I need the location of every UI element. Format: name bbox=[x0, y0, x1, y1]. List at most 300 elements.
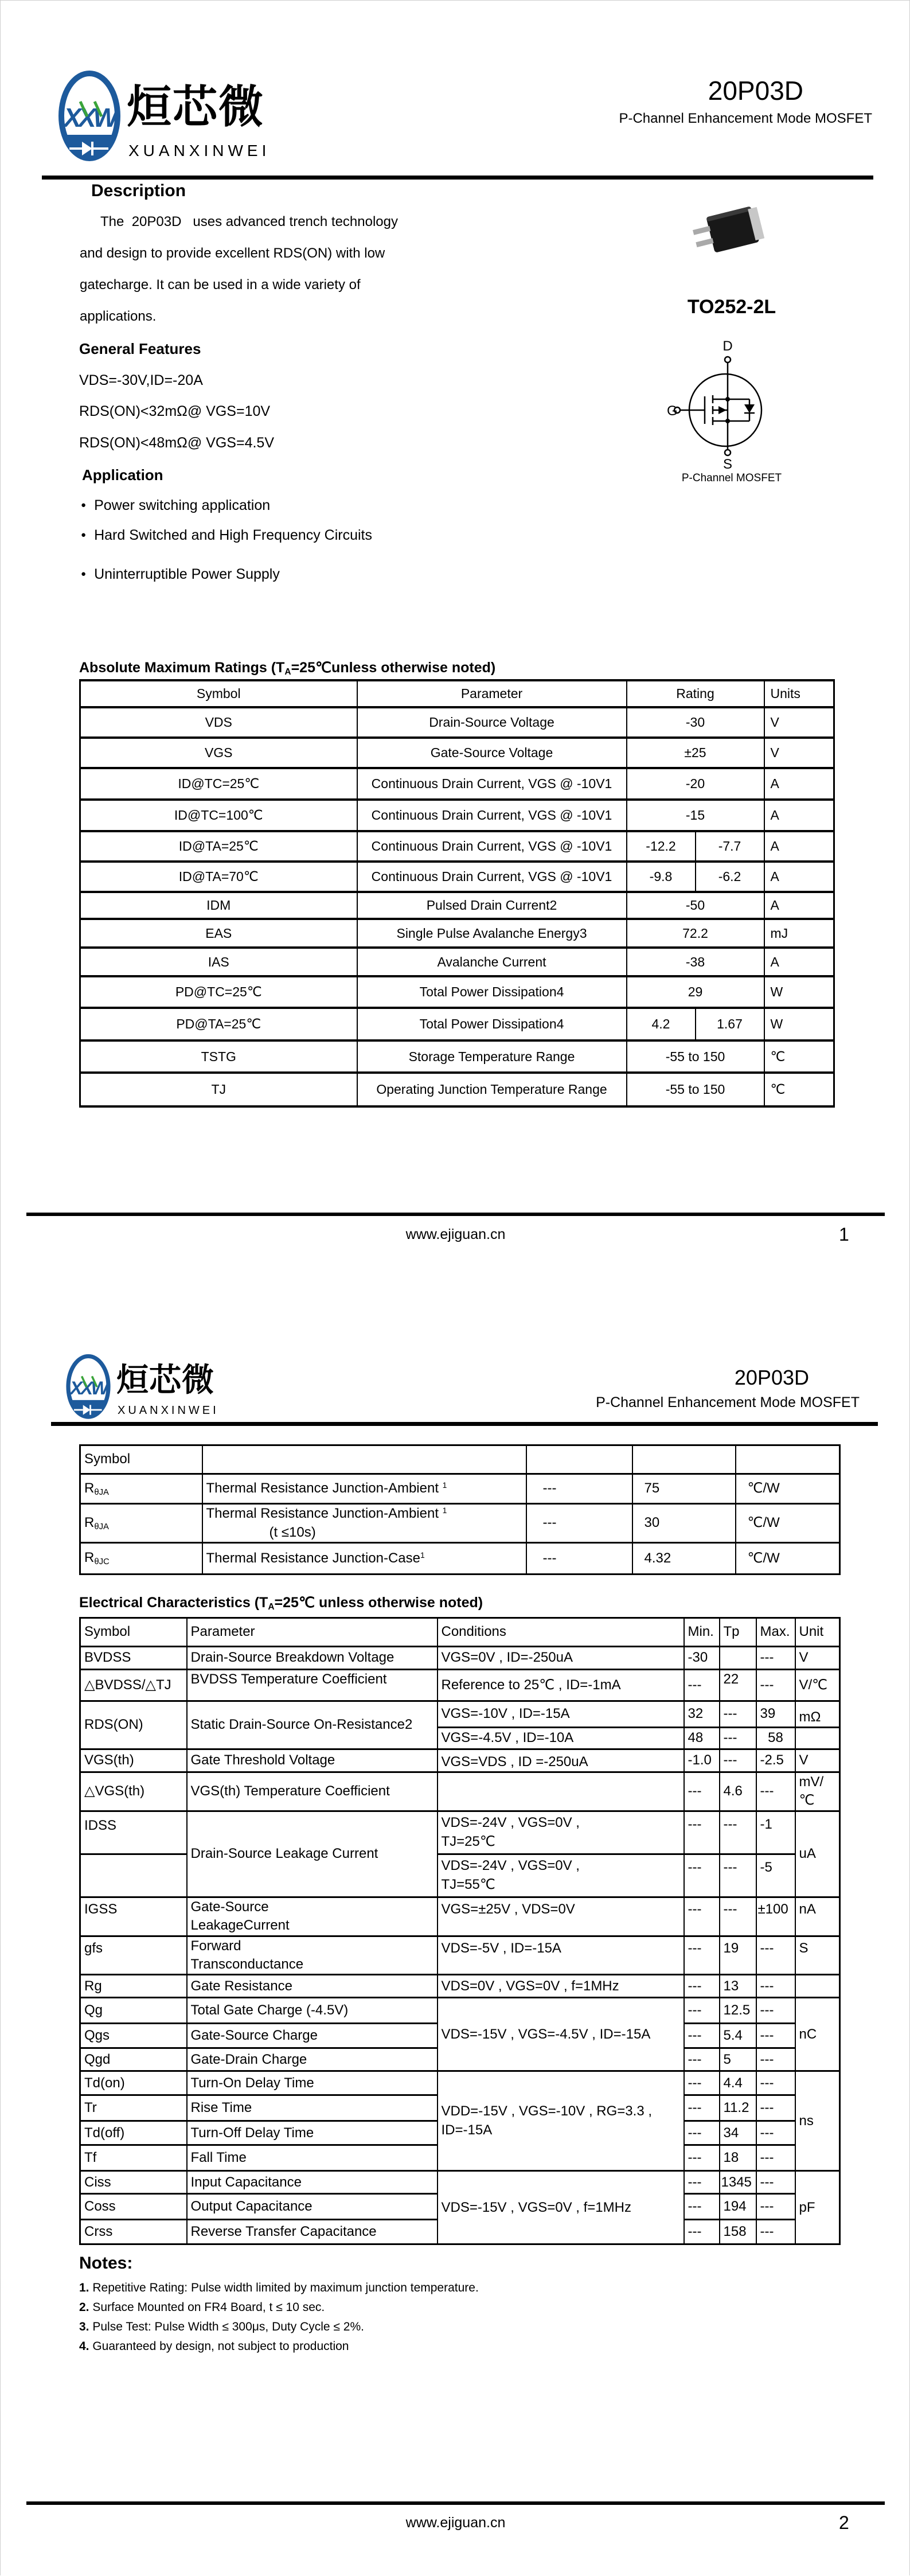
cell-max: --- bbox=[756, 1670, 795, 1701]
cell-tp: 1345 bbox=[720, 2171, 756, 2194]
cell-max: --- bbox=[756, 1647, 795, 1670]
cell-unit: nC bbox=[795, 1998, 840, 2071]
subscript: θJA bbox=[94, 1487, 109, 1497]
cell-tp: 158 bbox=[720, 2220, 756, 2244]
cell-units: A bbox=[764, 768, 834, 800]
col-header-empty bbox=[632, 1445, 736, 1474]
cell-conditions: VGS=-4.5V , ID=-10A bbox=[438, 1728, 684, 1749]
cell-parameter: Thermal Resistance Junction-Case$^1$ bbox=[202, 1543, 526, 1575]
abs-max-title: Absolute Maximum Ratings ($T_A=25℃unless$ otherwise noted) bbox=[79, 660, 496, 677]
subscript: A bbox=[268, 1602, 275, 1612]
cell-parameter: Rise Time bbox=[187, 2095, 438, 2121]
col-header-empty bbox=[526, 1445, 632, 1474]
table-row bbox=[80, 1474, 840, 1504]
description-title: Description bbox=[91, 181, 186, 200]
cell-symbol bbox=[80, 1854, 187, 1897]
cell-min: --- bbox=[684, 2071, 720, 2095]
cell-unit: V bbox=[795, 1647, 840, 1670]
cell-value: 4.32 bbox=[632, 1543, 736, 1575]
note-ref: 1 bbox=[442, 1506, 447, 1515]
cell-tp: 5 bbox=[720, 2048, 756, 2071]
cell-tp: --- bbox=[720, 1811, 756, 1854]
cell-min: --- bbox=[684, 2220, 720, 2244]
table-row bbox=[80, 1998, 840, 2024]
note-text: Pulse Test: Pulse Width ≤ 300μs, Duty Cycle ≤ 2%. bbox=[89, 2320, 364, 2333]
bullet-icon: ● bbox=[81, 530, 87, 540]
cell-min: --- bbox=[684, 1975, 720, 1998]
cell-symbol: $R_{\theta JC}$ bbox=[80, 1543, 202, 1575]
cell-units: W bbox=[764, 1008, 834, 1040]
col-header-rating: Rating bbox=[627, 680, 764, 707]
cell-parameter: Total Gate Charge (-4.5V) bbox=[187, 1998, 438, 2024]
cell-unit bbox=[795, 1975, 840, 1998]
cell-max: --- bbox=[756, 2071, 795, 2095]
doc-subtitle: P-Channel Enhancement Mode MOSFET bbox=[596, 1394, 860, 1410]
table-row bbox=[80, 1975, 840, 1998]
cell-max: --- bbox=[756, 2220, 795, 2244]
feature-item: VDS=-30V,ID=-20A bbox=[79, 372, 203, 388]
note-number: 2. bbox=[79, 2301, 89, 2314]
cell-symbol: Td(off) bbox=[80, 2121, 187, 2145]
cell-rating: -20 bbox=[627, 768, 764, 800]
table-row bbox=[80, 1897, 840, 1936]
cell-max: --- bbox=[756, 1772, 795, 1811]
cell-min: --- bbox=[526, 1543, 632, 1575]
cell-max: -1 bbox=[756, 1811, 795, 1854]
cell-symbol: ID@TA=25℃ bbox=[80, 831, 357, 862]
col-header-parameter: Parameter bbox=[357, 680, 627, 707]
cell-tp bbox=[720, 1647, 756, 1670]
cell-symbol: BVDSS bbox=[80, 1647, 187, 1670]
page-number: 1 bbox=[839, 1224, 849, 1245]
table-row bbox=[80, 2171, 840, 2194]
cell-symbol: IGSS bbox=[80, 1897, 187, 1936]
cell-symbol: Crss bbox=[80, 2220, 187, 2244]
table-row bbox=[80, 1073, 834, 1106]
cell-conditions: Reference to 25℃ , ID=-1mA bbox=[438, 1670, 684, 1701]
cell-symbol: PD@TA=25℃ bbox=[80, 1008, 357, 1040]
general-features-title: General Features bbox=[79, 340, 201, 357]
cell-max: -2.5 bbox=[756, 1749, 795, 1772]
application-item bbox=[81, 527, 372, 544]
cell-units: V bbox=[764, 738, 834, 768]
cell-parameter: Single Pulse Avalanche Energy3 bbox=[357, 919, 627, 948]
col-header-symbol: Symbol bbox=[80, 680, 357, 707]
cell-tp: 5.4 bbox=[720, 2024, 756, 2048]
cell-symbol: Qgs bbox=[80, 2024, 187, 2048]
cell-rating: -9.8 bbox=[627, 862, 696, 892]
cell-min: --- bbox=[684, 1897, 720, 1936]
cell-unit: mΩ bbox=[795, 1701, 840, 1728]
table-row bbox=[80, 1008, 834, 1040]
cell-symbol: IAS bbox=[80, 948, 357, 976]
cell-tp: 18 bbox=[720, 2145, 756, 2171]
cell-min: --- bbox=[526, 1474, 632, 1504]
subscript: θJA bbox=[94, 1522, 109, 1531]
table-row bbox=[80, 1543, 840, 1575]
cell-symbol: VGS bbox=[80, 738, 357, 768]
cell-units: ℃ bbox=[764, 1040, 834, 1073]
logo-mark-icon bbox=[57, 68, 122, 165]
cell-tp: 11.2 bbox=[720, 2095, 756, 2121]
cell-symbol: Qgd bbox=[80, 2048, 187, 2071]
cell-symbol: EAS bbox=[80, 919, 357, 948]
abs-max-table bbox=[79, 679, 835, 1108]
cell-symbol: $R_{\theta JA}$ bbox=[80, 1474, 202, 1504]
cell-parameter: Gate-Source Voltage bbox=[357, 738, 627, 768]
cell-max: 39 bbox=[756, 1701, 795, 1728]
cell-min: --- bbox=[684, 1811, 720, 1854]
cell-max: --- bbox=[756, 2145, 795, 2171]
cell-parameter: Gate-Source LeakageCurrent bbox=[187, 1897, 438, 1936]
cell-conditions: VGS=0V , ID=-250uA bbox=[438, 1647, 684, 1670]
elec-table bbox=[79, 1617, 841, 2245]
table-row bbox=[80, 1040, 834, 1073]
page-2 bbox=[1, 1288, 910, 2576]
table-row bbox=[80, 800, 834, 831]
cell-unit: ℃/W bbox=[736, 1504, 840, 1543]
note-number: 3. bbox=[79, 2320, 89, 2333]
header-rule bbox=[51, 1422, 878, 1426]
package-label: TO252-2L bbox=[687, 296, 776, 318]
cell-symbol: TJ bbox=[80, 1073, 357, 1106]
cell-tp: 19 bbox=[720, 1936, 756, 1975]
cell-rating2: -7.7 bbox=[696, 831, 764, 862]
cell-parameter-line2: (t ≤10s) bbox=[269, 1524, 316, 1540]
application-item bbox=[81, 566, 280, 583]
cell-symbol: ID@TA=70℃ bbox=[80, 862, 357, 892]
cell-rating: 29 bbox=[627, 976, 764, 1008]
cell-units: ℃ bbox=[764, 1073, 834, 1106]
cell-conditions: VDD=-15V , VGS=-10V , RG=3.3 , ID=-15A bbox=[438, 2071, 684, 2171]
cell-parameter: Continuous Drain Current, VGS @ -10V1 bbox=[357, 862, 627, 892]
footer-rule bbox=[26, 2501, 885, 2505]
cell-conditions: VDS=0V , VGS=0V , f=1MHz bbox=[438, 1975, 684, 1998]
cell-min: --- bbox=[684, 1670, 720, 1701]
table-row bbox=[80, 738, 834, 768]
table-row bbox=[80, 976, 834, 1008]
table-header-row bbox=[80, 1445, 840, 1474]
cell-tp: 4.6 bbox=[720, 1772, 756, 1811]
cell-min: 32 bbox=[684, 1701, 720, 1728]
table-row bbox=[80, 768, 834, 800]
cell-parameter: Thermal Resistance Junction-Ambient $^1$ (t ≤10s) bbox=[202, 1504, 526, 1543]
cell-units: mJ bbox=[764, 919, 834, 948]
cell-units: A bbox=[764, 948, 834, 976]
table-row bbox=[80, 919, 834, 948]
cell-symbol: Tf bbox=[80, 2145, 187, 2171]
cell-conditions: VDS=-24V , VGS=0V , TJ=25℃ bbox=[438, 1811, 684, 1854]
cell-min: --- bbox=[684, 2145, 720, 2171]
note-ref: 1 bbox=[442, 1480, 447, 1490]
cell-max: --- bbox=[756, 2024, 795, 2048]
cell-max: --- bbox=[756, 2171, 795, 2194]
pin-label-drain: D bbox=[722, 340, 733, 354]
cell-parameter: Thermal Resistance Junction-Ambient $^1$ bbox=[202, 1474, 526, 1504]
note-text: Repetitive Rating: Pulse width limited by maximum junction temperature. bbox=[89, 2281, 479, 2294]
company-name-en: XUANXINWEI bbox=[118, 1404, 219, 1417]
col-header-conditions: Conditions bbox=[438, 1618, 684, 1647]
feature-item: RDS(ON)<32mΩ@ VGS=10V bbox=[79, 403, 271, 419]
cell-value: 75 bbox=[632, 1474, 736, 1504]
cell-units: A bbox=[764, 800, 834, 831]
cell-max: --- bbox=[756, 1936, 795, 1975]
table-row bbox=[80, 1504, 840, 1543]
cell-symbol: △BVDSS/△TJ bbox=[80, 1670, 187, 1701]
cell-units: A bbox=[764, 831, 834, 862]
cell-tp: 4.4 bbox=[720, 2071, 756, 2095]
doc-subtitle: P-Channel Enhancement Mode MOSFET bbox=[619, 111, 872, 126]
header-rule bbox=[42, 176, 873, 180]
table-header-row bbox=[80, 680, 834, 707]
bullet-icon: ● bbox=[81, 500, 87, 510]
cell-symbol: Qg bbox=[80, 1998, 187, 2024]
cell-unit bbox=[795, 1728, 840, 1749]
company-logo bbox=[57, 68, 122, 167]
cell-rating: -30 bbox=[627, 707, 764, 738]
cell-parameter: Drain-Source Leakage Current bbox=[187, 1811, 438, 1897]
cell-tp: --- bbox=[720, 1854, 756, 1897]
cell-parameter: Forward Transconductance bbox=[187, 1936, 438, 1975]
company-name-cn: 烜芯微 bbox=[127, 81, 265, 132]
cell-parameter: Total Power Dissipation4 bbox=[357, 1008, 627, 1040]
cell-parameter: Drain-Source Breakdown Voltage bbox=[187, 1647, 438, 1670]
note-item bbox=[79, 2340, 349, 2353]
cell-parameter: Pulsed Drain Current2 bbox=[357, 892, 627, 919]
logo-letters: XXW bbox=[64, 103, 115, 132]
cell-max: ±100 bbox=[756, 1897, 795, 1936]
cell-max: --- bbox=[756, 2048, 795, 2071]
cell-parameter: Continuous Drain Current, VGS @ -10V1 bbox=[357, 800, 627, 831]
cell-parameter: Storage Temperature Range bbox=[357, 1040, 627, 1073]
cell-symbol: PD@TC=25℃ bbox=[80, 976, 357, 1008]
cell-conditions: VDS=-15V , VGS=0V , f=1MHz bbox=[438, 2171, 684, 2244]
subscript: A bbox=[284, 667, 291, 677]
note-text: Guaranteed by design, not subject to production bbox=[89, 2340, 349, 2353]
bullet-icon: ● bbox=[81, 569, 87, 579]
table-row bbox=[80, 1647, 840, 1670]
cell-tp: --- bbox=[720, 1728, 756, 1749]
cell-tp: --- bbox=[720, 1701, 756, 1728]
cell-tp: --- bbox=[720, 1897, 756, 1936]
cell-unit: ns bbox=[795, 2071, 840, 2171]
cell-rating2: -6.2 bbox=[696, 862, 764, 892]
cell-min: --- bbox=[684, 2171, 720, 2194]
cell-parameter: Continuous Drain Current, VGS @ -10V1 bbox=[357, 831, 627, 862]
cell-symbol: Tr bbox=[80, 2095, 187, 2121]
application-item-label: Hard Switched and High Frequency Circuits bbox=[94, 527, 372, 543]
col-header-max: Max. bbox=[756, 1618, 795, 1647]
note-item bbox=[79, 2301, 325, 2314]
part-number: 20P03D bbox=[734, 1366, 809, 1389]
cell-max: 58 bbox=[756, 1728, 795, 1749]
description-line: and design to provide excellent RDS(ON) with low bbox=[80, 245, 385, 261]
feature-item: RDS(ON)<48mΩ@ VGS=4.5V bbox=[79, 435, 275, 451]
table-row bbox=[80, 1772, 840, 1811]
cell-rating: -15 bbox=[627, 800, 764, 831]
cell-symbol: IDM bbox=[80, 892, 357, 919]
cell-tp: 194 bbox=[720, 2194, 756, 2220]
page-1 bbox=[1, 1, 910, 1288]
cell-rating: ±25 bbox=[627, 738, 764, 768]
footer-url: www.ejiguan.cn bbox=[405, 1226, 506, 1242]
cell-rating: -12.2 bbox=[627, 831, 696, 862]
application-item-label: Uninterruptible Power Supply bbox=[94, 566, 280, 582]
table-header-row bbox=[80, 1618, 840, 1647]
table-row bbox=[80, 1936, 840, 1975]
cell-unit: V bbox=[795, 1749, 840, 1772]
table-row bbox=[80, 1670, 840, 1701]
cell-parameter: Fall Time bbox=[187, 2145, 438, 2171]
cell-conditions bbox=[438, 1772, 684, 1811]
cell-unit: S bbox=[795, 1936, 840, 1975]
table-row bbox=[80, 862, 834, 892]
cell-symbol: IDSS bbox=[80, 1811, 187, 1854]
pin-label-source: S bbox=[722, 457, 733, 471]
cell-conditions: VDS=-24V , VGS=0V , TJ=55℃ bbox=[438, 1854, 684, 1897]
cell-parameter: Gate Resistance bbox=[187, 1975, 438, 1998]
mosfet-symbol bbox=[660, 340, 792, 474]
table-row bbox=[80, 1811, 840, 1854]
cell-min: --- bbox=[684, 1936, 720, 1975]
cell-max: --- bbox=[756, 2121, 795, 2145]
cell-rating: -55 to 150 bbox=[627, 1073, 764, 1106]
col-header-unit: Unit bbox=[795, 1618, 840, 1647]
cell-conditions: VGS=VDS , ID =-250uA bbox=[438, 1749, 684, 1772]
cell-unit: nA bbox=[795, 1897, 840, 1936]
note-ref: 1 bbox=[420, 1550, 425, 1560]
cell-symbol: Coss bbox=[80, 2194, 187, 2220]
cell-parameter: Static Drain-Source On-Resistance2 bbox=[187, 1701, 438, 1749]
pin-label-gate: G bbox=[667, 403, 678, 419]
description-line: applications. bbox=[80, 309, 157, 324]
col-header-symbol: Symbol bbox=[80, 1445, 202, 1474]
cell-parameter: Input Capacitance bbox=[187, 2171, 438, 2194]
cell-parameter: Reverse Transfer Capacitance bbox=[187, 2220, 438, 2244]
cell-min: --- bbox=[684, 2048, 720, 2071]
cell-max: --- bbox=[756, 2194, 795, 2220]
application-item-label: Power switching application bbox=[94, 497, 271, 513]
cell-symbol: gfs bbox=[80, 1936, 187, 1975]
cell-symbol: VGS(th) bbox=[80, 1749, 187, 1772]
cell-conditions: VDS=-15V , VGS=-4.5V , ID=-15A bbox=[438, 1998, 684, 2071]
thermal-table bbox=[79, 1444, 841, 1575]
cell-tp: 34 bbox=[720, 2121, 756, 2145]
cell-unit: mV/℃ bbox=[795, 1772, 840, 1811]
application-title: Application bbox=[82, 466, 163, 484]
cell-min: --- bbox=[526, 1504, 632, 1543]
cell-parameter: Turn-On Delay Time bbox=[187, 2071, 438, 2095]
cell-rating: -50 bbox=[627, 892, 764, 919]
table-row bbox=[80, 707, 834, 738]
cell-unit: pF bbox=[795, 2171, 840, 2244]
cell-parameter: Avalanche Current bbox=[357, 948, 627, 976]
cell-symbol: Rg bbox=[80, 1975, 187, 1998]
cell-max: --- bbox=[756, 1998, 795, 2024]
description-line: The 20P03D uses advanced trench technology bbox=[100, 214, 398, 229]
cell-unit: ℃/W bbox=[736, 1543, 840, 1575]
col-header-empty bbox=[202, 1445, 526, 1474]
cell-symbol: TSTG bbox=[80, 1040, 357, 1073]
table-row bbox=[80, 892, 834, 919]
footer-url: www.ejiguan.cn bbox=[405, 2515, 506, 2531]
table-row bbox=[80, 1749, 840, 1772]
col-header-empty bbox=[736, 1445, 840, 1474]
col-header-units: Units bbox=[764, 680, 834, 707]
cell-max: --- bbox=[756, 1975, 795, 1998]
cell-symbol: ID@TC=25℃ bbox=[80, 768, 357, 800]
table-row bbox=[80, 831, 834, 862]
cell-min: -30 bbox=[684, 1647, 720, 1670]
cell-symbol: △VGS(th) bbox=[80, 1772, 187, 1811]
cell-rating: 4.2 bbox=[627, 1008, 696, 1040]
cell-rating: -55 to 150 bbox=[627, 1040, 764, 1073]
footer-rule bbox=[26, 1213, 885, 1216]
cell-tp: 13 bbox=[720, 1975, 756, 1998]
description-line: gatecharge. It can be used in a wide variety of bbox=[80, 277, 361, 293]
to252-package-icon bbox=[688, 200, 775, 264]
cell-symbol: ID@TC=100℃ bbox=[80, 800, 357, 831]
cell-conditions: VGS=±25V , VDS=0V bbox=[438, 1897, 684, 1936]
cell-min: 48 bbox=[684, 1728, 720, 1749]
cell-symbol: Td(on) bbox=[80, 2071, 187, 2095]
part-number: 20P03D bbox=[708, 76, 803, 106]
cell-tp: 12.5 bbox=[720, 1998, 756, 2024]
cell-min: --- bbox=[684, 1772, 720, 1811]
cell-units: A bbox=[764, 862, 834, 892]
cell-symbol: $R_{\theta JA}$ bbox=[80, 1504, 202, 1543]
cell-rating: 72.2 bbox=[627, 919, 764, 948]
company-name-en: XUANXINWEI bbox=[128, 142, 271, 159]
cell-min: --- bbox=[684, 2194, 720, 2220]
cell-min: --- bbox=[684, 2121, 720, 2145]
subscript: θJC bbox=[94, 1557, 110, 1567]
cell-unit: V/℃ bbox=[795, 1670, 840, 1701]
cell-parameter: Output Capacitance bbox=[187, 2194, 438, 2220]
cell-units: V bbox=[764, 707, 834, 738]
cell-min: -1.0 bbox=[684, 1749, 720, 1772]
logo-mark-icon bbox=[65, 1353, 112, 1421]
col-header-min: Min. bbox=[684, 1618, 720, 1647]
cell-tp: --- bbox=[720, 1749, 756, 1772]
cell-parameter: BVDSS Temperature Coefficient bbox=[187, 1670, 438, 1701]
cell-symbol: VDS bbox=[80, 707, 357, 738]
cell-tp: 22 bbox=[720, 1670, 756, 1701]
package-photo bbox=[688, 200, 775, 267]
table-row bbox=[80, 2071, 840, 2095]
cell-symbol: RDS(ON) bbox=[80, 1701, 187, 1749]
application-item bbox=[81, 497, 270, 514]
cell-symbol: Ciss bbox=[80, 2171, 187, 2194]
cell-units: W bbox=[764, 976, 834, 1008]
col-header-symbol: Symbol bbox=[80, 1618, 187, 1647]
symbol-caption: P-Channel MOSFET bbox=[681, 472, 782, 484]
note-text: Surface Mounted on FR4 Board, t ≤ 10 sec. bbox=[89, 2301, 325, 2314]
pchannel-mosfet-symbol-icon bbox=[660, 340, 792, 471]
table-row bbox=[80, 948, 834, 976]
cell-conditions: VGS=-10V , ID=-15A bbox=[438, 1701, 684, 1728]
elec-title: Electrical Characteristics ($T_A=25℃$ unless otherwise noted) bbox=[79, 1595, 483, 1612]
company-name-cn: 烜芯微 bbox=[116, 1362, 214, 1398]
cell-max: -5 bbox=[756, 1854, 795, 1897]
cell-value: 30 bbox=[632, 1504, 736, 1543]
cell-parameter: Drain-Source Voltage bbox=[357, 707, 627, 738]
col-header-parameter: Parameter bbox=[187, 1618, 438, 1647]
cell-min: --- bbox=[684, 1854, 720, 1897]
cell-parameter: Gate-Drain Charge bbox=[187, 2048, 438, 2071]
cell-parameter: Turn-Off Delay Time bbox=[187, 2121, 438, 2145]
col-header-tp: Tp bbox=[720, 1618, 756, 1647]
